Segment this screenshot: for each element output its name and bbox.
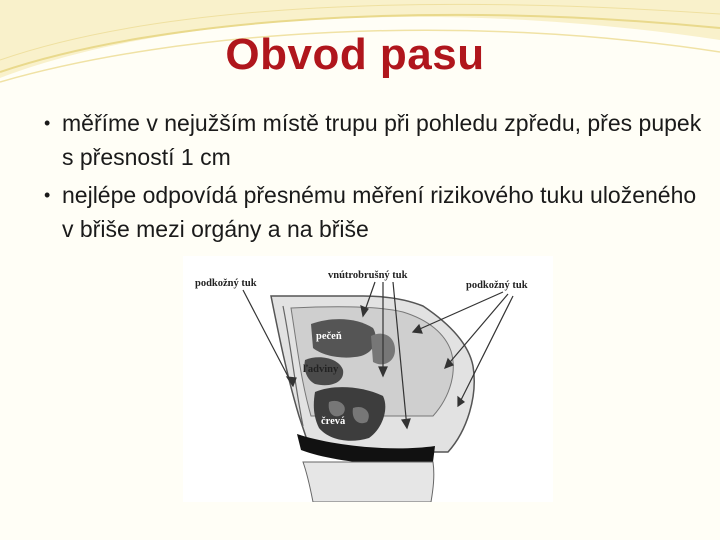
abdomen-illustration <box>183 256 553 502</box>
label-visceral-fat: vnútrobrušný tuk <box>328 270 408 281</box>
bullet-item <box>44 106 704 174</box>
label-intestines: črevá <box>321 416 346 427</box>
label-kidneys: ľadviny <box>303 364 339 375</box>
bullet-list <box>44 106 704 250</box>
slide-title: Obvod pasu <box>225 30 485 79</box>
bullet-icon: • <box>44 185 51 205</box>
label-subcutaneous-fat-right: podkožný tuk <box>466 280 528 291</box>
bullet-item <box>44 178 704 246</box>
bullet-icon: • <box>44 113 51 133</box>
label-liver: pečeň <box>316 331 342 342</box>
label-subcutaneous-fat-left: podkožný tuk <box>195 278 257 289</box>
bullet-text: nejlépe odpovídá přesnému měření rizikového tuku uloženého v břiše mezi orgány a na břiše <box>62 182 697 242</box>
bullet-text: měříme v nejužším místě trupu při pohledu zpředu, přes pupek s přesností 1 cm <box>62 110 702 170</box>
abdomen-cross-section-figure <box>183 256 553 502</box>
